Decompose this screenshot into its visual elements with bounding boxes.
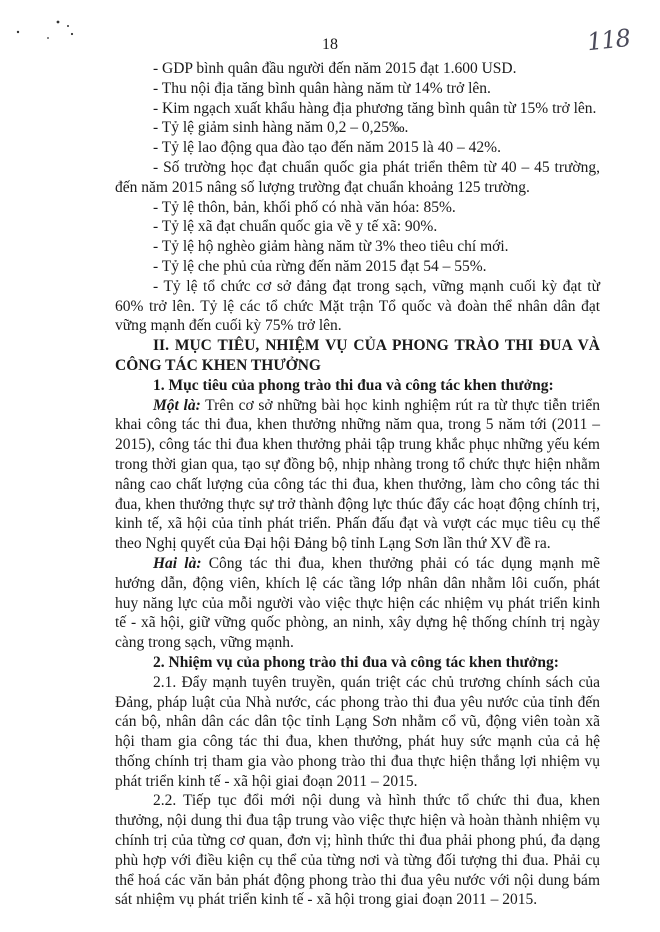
target-birth-rate: - Tỷ lệ giảm sinh hàng năm 0,2 – 0,25‰.: [153, 119, 409, 137]
objective-one-text: Trên cơ sở những bài học kinh nghiệm rút ra từ thực tiễn triển khai công tác thi đua, khen thưởng những năm qua, trong 5 năm tới (2011 – 2015), công tác thi đua khen thưởng phải tập trung khắc phục những yếu kém trong thời gian qua, tạo sự đồng bộ, nhịp nhàng trong tổ chức thực hiện nhằm nâng cao chất lượng của công tác thi đua, khen thưởng, làm cho công tác thi đua, khen thưởng thực sự trở thành động lực thúc đẩy các hoạt động chính trị, kinh tế, xã hội của tỉnh phát triển. Phấn đấu đạt và vượt các mục tiêu cụ thể theo Nghị quyết của Đại hội Đảng bộ tỉnh Lạng Sơn lần thứ XV đề ra.: [115, 396, 600, 553]
page-number: 18: [322, 36, 338, 53]
objective-two: [115, 554, 600, 653]
section-heading: II. MỤC TIÊU, NHIỆM VỤ CỦA PHONG TRÀO THI ĐUA VÀ CÔNG TÁC KHEN THƯỞNG: [115, 337, 600, 374]
target-party-organizations: - Tỷ lệ tổ chức cơ sở đảng đạt trong sạch, vững mạnh cuối kỳ đạt từ 60% trở lên. Tỷ lệ các tổ chức Mặt trận Tổ quốc và đoàn thể nhân dân đạt vững mạnh đến cuối kỳ 75% trở lên.: [115, 277, 600, 335]
target-schools: - Số trường học đạt chuẩn quốc gia phát triển thêm từ 40 – 45 trường, đến năm 2015 nâng số lượng trường đạt chuẩn khoảng 125 trường.: [115, 158, 600, 196]
target-trained-labor: - Tỷ lệ lao động qua đào tạo đến năm 2015 là 40 – 42%.: [153, 139, 501, 157]
target-gdp: - GDP bình quân đầu người đến năm 2015 đạt 1.600 USD.: [153, 60, 517, 77]
target-forest-cover: - Tỷ lệ che phủ của rừng đến năm 2015 đạt 54 – 55%.: [153, 257, 487, 275]
objective-two-lead: Hai là:: [153, 554, 202, 572]
handwritten-page-mark: 118: [585, 23, 632, 57]
tasks-heading: 2. Nhiệm vụ của phong trào thi đua và công tác khen thưởng:: [153, 653, 559, 671]
target-health-standard: - Tỷ lệ xã đạt chuẩn quốc gia về y tế xã: 90%.: [153, 218, 438, 236]
task-2-1: 2.1. Đẩy mạnh tuyên truyền, quán triệt các chủ trương chính sách của Đảng, pháp luật của Nhà nước, các phong trào thi đua yêu nước của tỉnh đến cán bộ, nhân dân các dân tộc tỉnh Lạng Sơn nhằm cổ vũ, động viên toàn xã hội tham gia công tác thi đua, khen thưởng, phát huy sức mạnh của cả hệ thống chính trị tham gia vào phong trào thi đua thực hiện thắng lợi nhiệm vụ phát triển kinh tế - xã hội giai đoạn 2011 – 2015.: [115, 673, 600, 790]
objective-two-text: Công tác thi đua, khen thưởng phải có tác dụng mạnh mẽ hướng dẫn, động viên, khích lệ các tầng lớp nhân dân nhằm lôi cuốn, phát huy năng lực của mỗi người vào việc thực hiện các nhiệm vụ phát triển kinh tế - xã hội, giữ vững quốc phòng, an ninh, xây dựng hệ thống chính trị ngày càng trong sạch, vững mạnh.: [115, 554, 600, 652]
document-body: [115, 59, 600, 910]
target-culture-houses: - Tỷ lệ thôn, bản, khối phố có nhà văn hóa: 85%.: [153, 198, 456, 216]
objective-one-lead: Một là:: [153, 396, 201, 414]
target-export: - Kim ngạch xuất khẩu hàng địa phương tăng bình quân từ 15% trở lên.: [153, 99, 597, 117]
task-2-2: 2.2. Tiếp tục đổi mới nội dung và hình thức tổ chức thi đua, khen thưởng, nội dung thi đua tập trung vào việc thực hiện và hoàn thành nhiệm vụ chính trị của từng cơ quan, đơn vị; hình thức thi đua phải phong phú, đa dạng phù hợp với điều kiện cụ thể của từng nơi và từng đối tượng thi đua. Phải cụ thể hoá các văn bản phát động phong trào thi đua yêu nước với nội dung bám sát nhiệm vụ phát triển kinh tế - xã hội trong giai đoạn 2011 – 2015.: [115, 792, 600, 909]
objective-one: [115, 396, 600, 554]
target-domestic-revenue: - Thu nội địa tăng bình quân hàng năm từ 14% trở lên.: [153, 79, 491, 97]
target-poverty: - Tỷ lệ hộ nghèo giảm hàng năm từ 3% theo tiêu chí mới.: [153, 238, 509, 256]
objectives-heading: 1. Mục tiêu của phong trào thi đua và công tác khen thưởng:: [153, 376, 554, 394]
